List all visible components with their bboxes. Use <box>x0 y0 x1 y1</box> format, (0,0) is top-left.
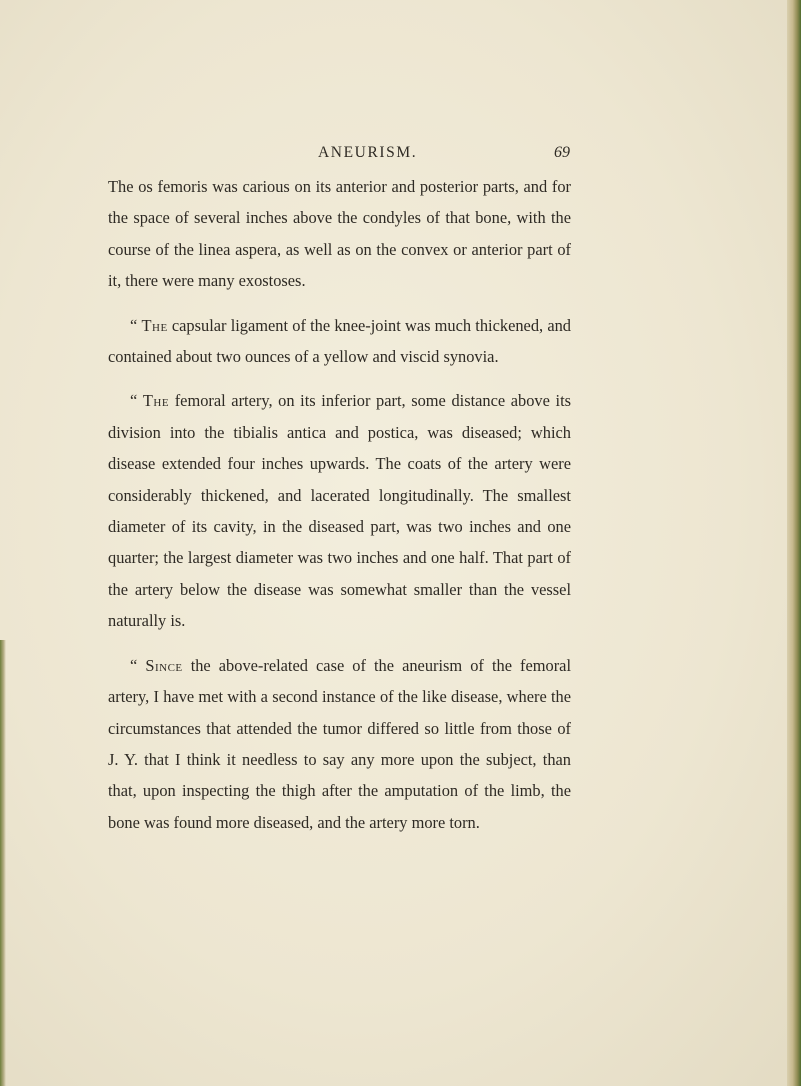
running-head: ANEURISM. <box>318 144 418 161</box>
paragraph <box>108 171 571 297</box>
paragraph-text: femoral artery, on its inferior part, some distance above its division into the tibialis antica and postica, was diseased; which disease extended four inches upwards. The coats of the artery were considerably thickened, and lacerated longitudinally. The smallest diameter of its cavity, in the diseased part, was two inches and one quarter; the largest diameter was two inches and one half. That part of the artery below the disease was somewhat smaller than the vessel naturally is. <box>108 391 572 631</box>
open-quote: “ <box>130 315 142 335</box>
page-edge-shadow <box>787 0 801 1086</box>
paragraph-text: the above-related case of the aneurism of the femoral artery, I have met with a second instance of the like disease, where the circumstances that attended the tumor differed so little from those of J. Y. that I think it needless to say any more upon the subject, than that, upon inspecting the thigh after the amputation of the limb, the bone was found more diseased, and the artery more torn. <box>108 655 572 832</box>
open-quote: “ <box>130 391 143 411</box>
paragraph-text: capsular ligament of the knee-joint was much thickened, and contained about two ounces of a yellow and viscid synovia. <box>108 315 571 367</box>
paragraph <box>108 385 571 636</box>
paragraph-lead-word: The <box>142 391 170 411</box>
paragraph-text: The os femoris was carious on its anterior and posterior parts, and for the space of several inches above the condyles of that bone, with the course of the linea aspera, as well as on the convex or anterior part of it, there were many exostoses. <box>108 177 571 291</box>
body-text <box>108 171 571 838</box>
binding-edge <box>0 640 6 1086</box>
open-quote: “ <box>130 655 146 675</box>
paragraph-lead-word: The <box>141 315 168 335</box>
paragraph <box>108 650 571 838</box>
paragraph <box>108 310 571 373</box>
page-number: 69 <box>554 144 570 161</box>
paragraph-lead-word: Since <box>145 655 183 675</box>
page-header <box>100 144 570 168</box>
